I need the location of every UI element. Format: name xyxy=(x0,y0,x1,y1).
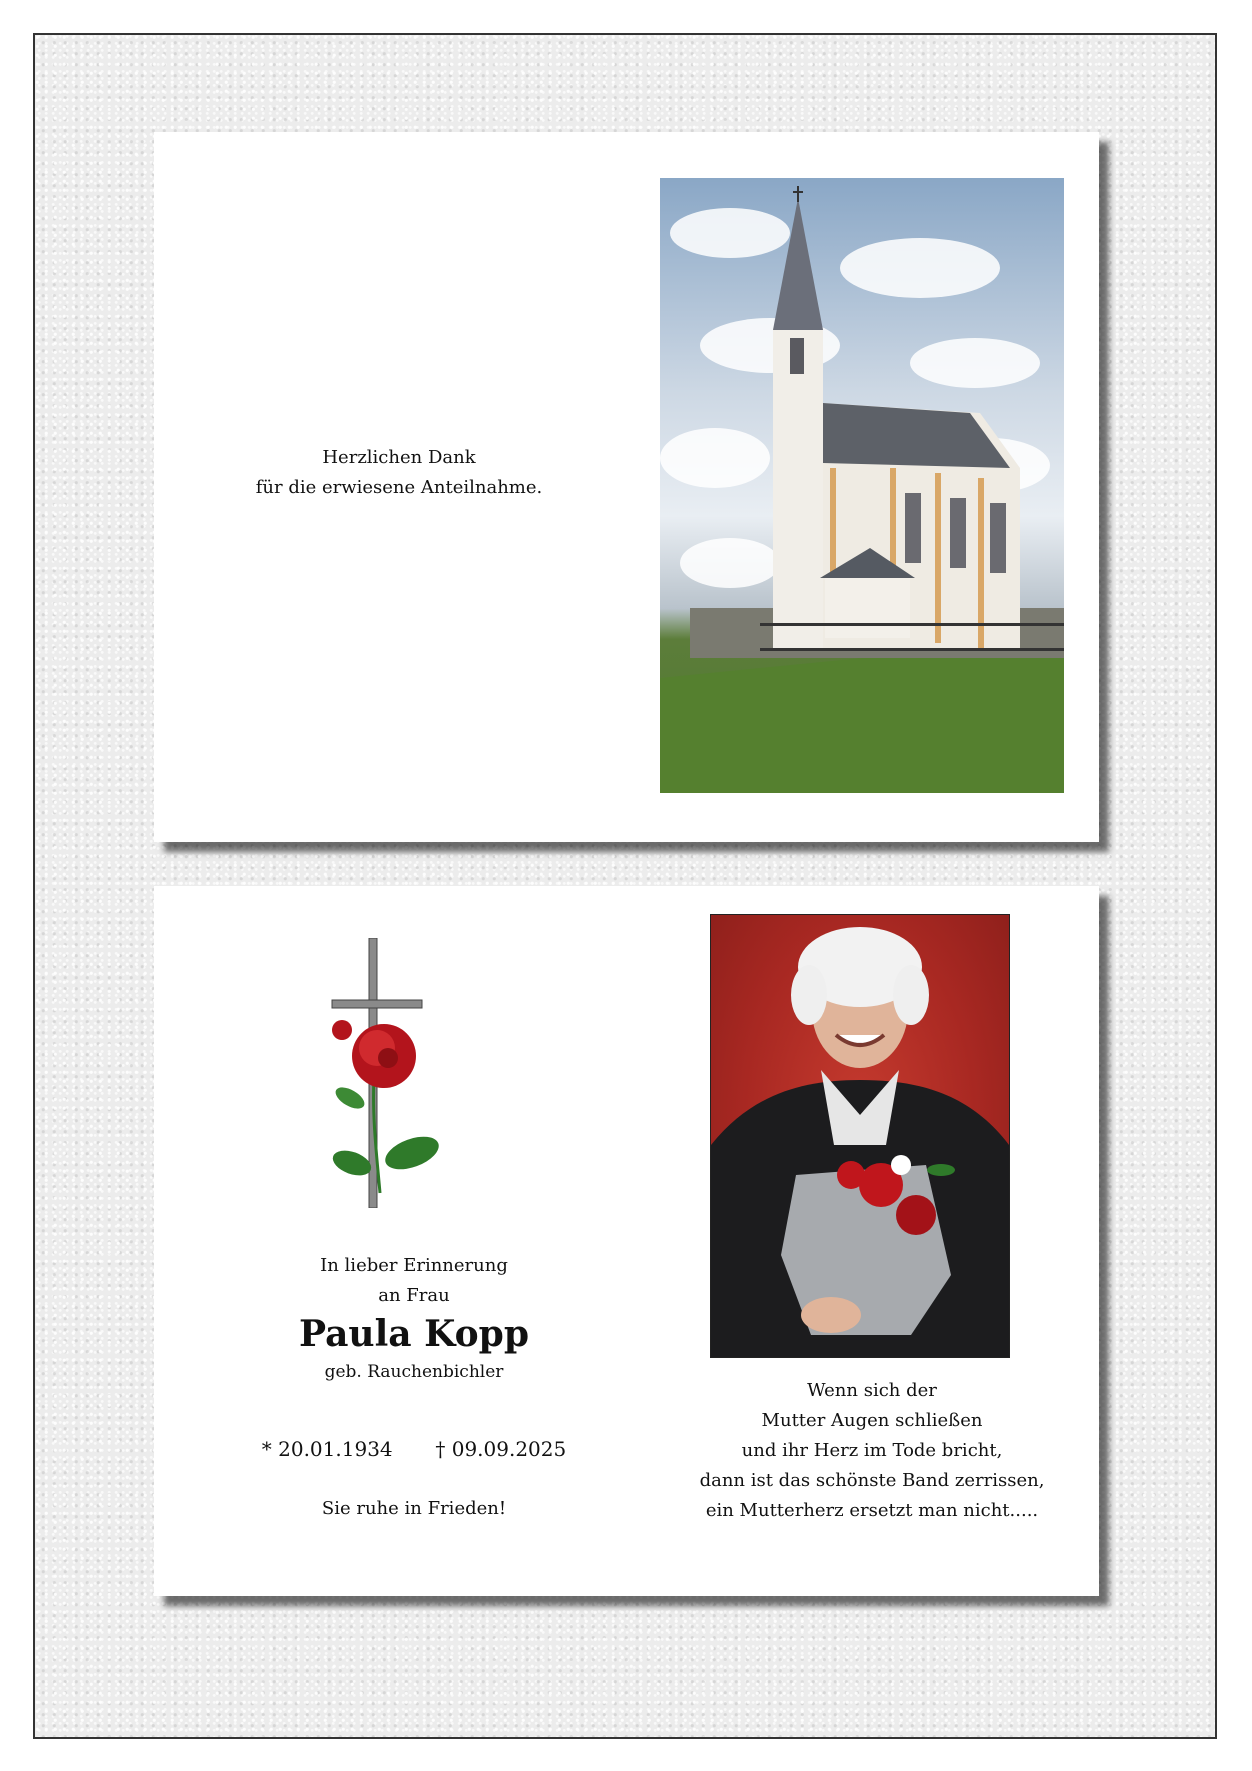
birth-symbol: * xyxy=(261,1437,272,1461)
intro-line-1: In lieber Erinnerung xyxy=(320,1255,508,1276)
birth-date: 20.01.1934 xyxy=(278,1437,393,1461)
poem-block xyxy=(672,1376,1072,1526)
remembrance-block xyxy=(194,1251,634,1387)
maiden-name: geb. Rauchenbichler xyxy=(324,1362,504,1382)
thanks-text xyxy=(184,443,614,503)
death-date: 09.09.2025 xyxy=(451,1437,567,1461)
card-memorial xyxy=(154,886,1099,1596)
poem-line-4: dann ist das schönste Band zerrissen, xyxy=(699,1470,1045,1491)
cross-rose-icon xyxy=(322,938,458,1208)
church-photo xyxy=(660,178,1064,793)
poem-line-2: Mutter Augen schließen xyxy=(761,1410,983,1431)
poem-line-3: und ihr Herz im Tode bricht, xyxy=(741,1440,1003,1461)
church-illustration xyxy=(660,178,1064,793)
intro-line-2: an Frau xyxy=(378,1285,450,1306)
portrait-illustration xyxy=(711,915,1009,1357)
thanks-line-2: für die erwiesene Anteilnahme. xyxy=(255,477,543,498)
poem-line-5: ein Mutterherz ersetzt man nicht..... xyxy=(705,1500,1039,1521)
portrait-photo xyxy=(710,914,1010,1358)
farewell-text: Sie ruhe in Frieden! xyxy=(321,1498,507,1519)
thanks-line-1: Herzlichen Dank xyxy=(322,447,476,468)
deceased-name: Paula Kopp xyxy=(299,1313,529,1355)
poem-line-1: Wenn sich der xyxy=(807,1380,937,1401)
dates-line xyxy=(194,1434,634,1464)
card-thanks xyxy=(154,132,1099,842)
death-symbol: † xyxy=(435,1437,446,1461)
